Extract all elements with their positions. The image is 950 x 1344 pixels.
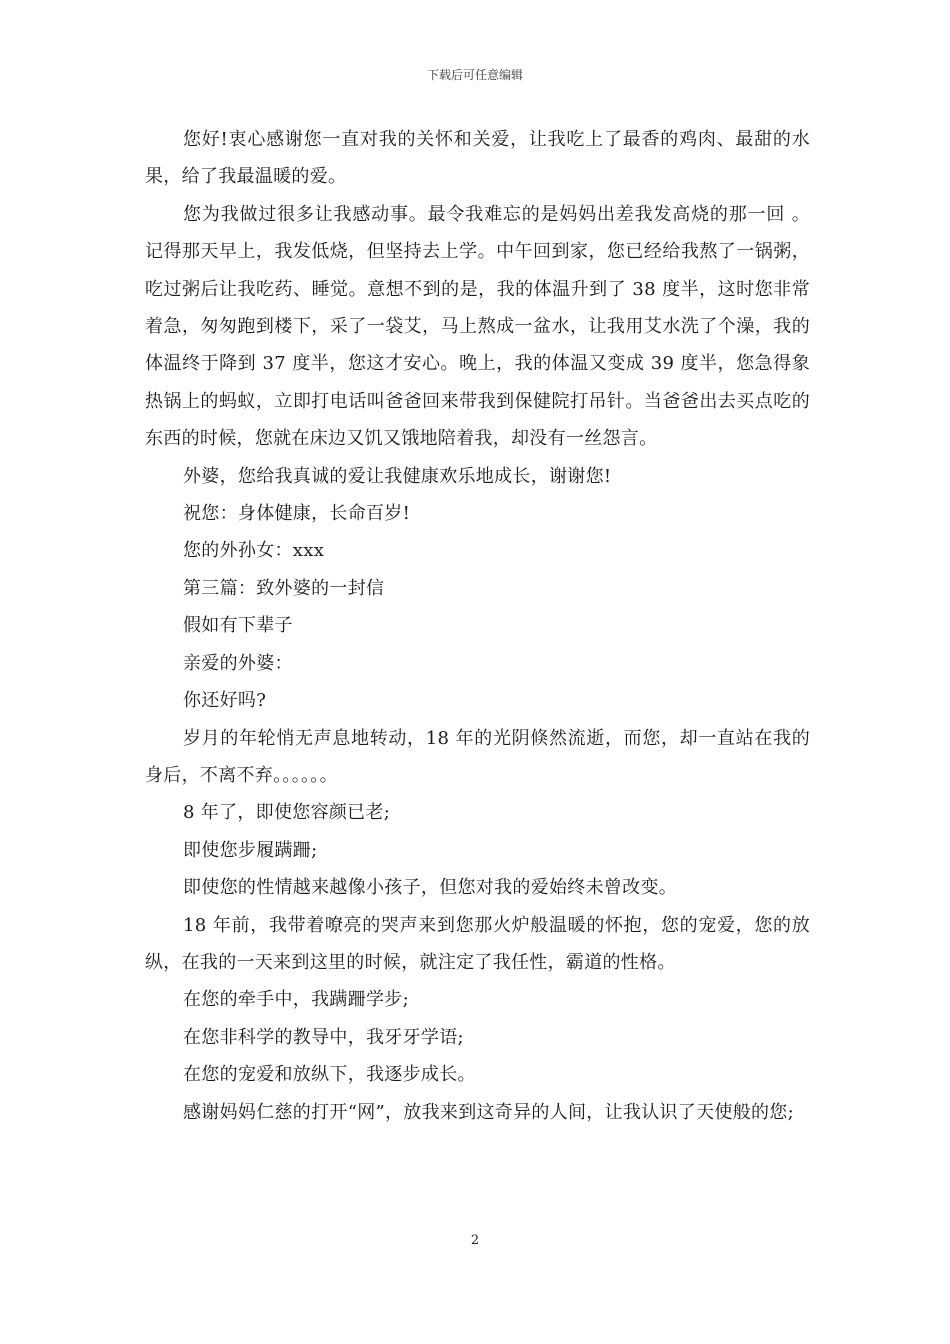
paragraph: 8 年了，即使您容颜已老; [183,802,391,824]
paragraph: 您的外孙女：xxx [183,540,325,562]
paragraph: 感谢妈妈仁慈的打开“网”，放我来到这奇异的人间，让我认识了天使般的您; [183,1101,794,1123]
paragraph: 祝您：身体健康，长命百岁! [183,503,411,525]
paragraph: 18 年前，我带着嘹亮的哭声来到您那火炉般温暖的怀抱，您的宠爱，您的放纵，在我的一天来到这里的时候，就注定了我任性，霸道的性格。 [145,914,810,973]
paragraph: 在您的宠爱和放纵下，我逐步成长。 [183,1064,476,1086]
paragraph: 外婆，您给我真诚的爱让我健康欢乐地成长，谢谢您! [183,465,612,487]
paragraph: 即使您的性情越来越像小孩子，但您对我的爱始终未曾改变。 [183,877,678,899]
paragraph: 假如有下辈子 [183,615,293,637]
section-heading: 第三篇：致外婆的一封信 [183,577,385,599]
paragraph: 在您非科学的教导中，我牙牙学语; [183,1026,464,1048]
page-header: 下载后可任意编辑 [426,68,523,82]
paragraph: 您好!衷心感谢您一直对我的关怀和关爱，让我吃上了最香的鸡肉、最甜的水果，给了我最温暖的爱。 [145,129,810,188]
salutation: 亲爱的外婆： [183,652,293,674]
paragraph: 你还好吗? [183,690,267,712]
paragraph: 在您的牵手中，我蹒跚学步; [183,989,409,1011]
paragraph: 岁月的年轮悄无声息地转动，18 年的光阴倏然流逝，而您，却一直站在我的身后，不离不弃。。。。。。 [145,727,810,786]
paragraph: 您为我做过很多让我感动事。最令我难忘的是妈妈出差我发高烧的那一回 。记得那天早上，我发低烧，但坚持去上学。中午回到家，您已经给我熬了一锅粥，吃过粥后让我吃药、睡觉。意想不到的是，我的体温升到了 38 度半，这时您非常着急，匆匆跑到楼下，采了一袋艾，马上熬成一盆水，让我用艾水洗了个澡，我的体温终于降到 37 度半，您这才安心。晚上，我的体温又变成 39 度半，您急得象热锅上的蚂蚁，立即打电话叫爸爸回来带我到保健院打吊针。当爸爸出去买点吃的东西的时候，您就在床边又饥又饿地陪着我，却没有一丝怨言。 [145,203,810,450]
page-number: 2 [470,1233,480,1248]
paragraph: 即使您步履蹒跚; [183,839,318,861]
document-body [145,121,810,1131]
